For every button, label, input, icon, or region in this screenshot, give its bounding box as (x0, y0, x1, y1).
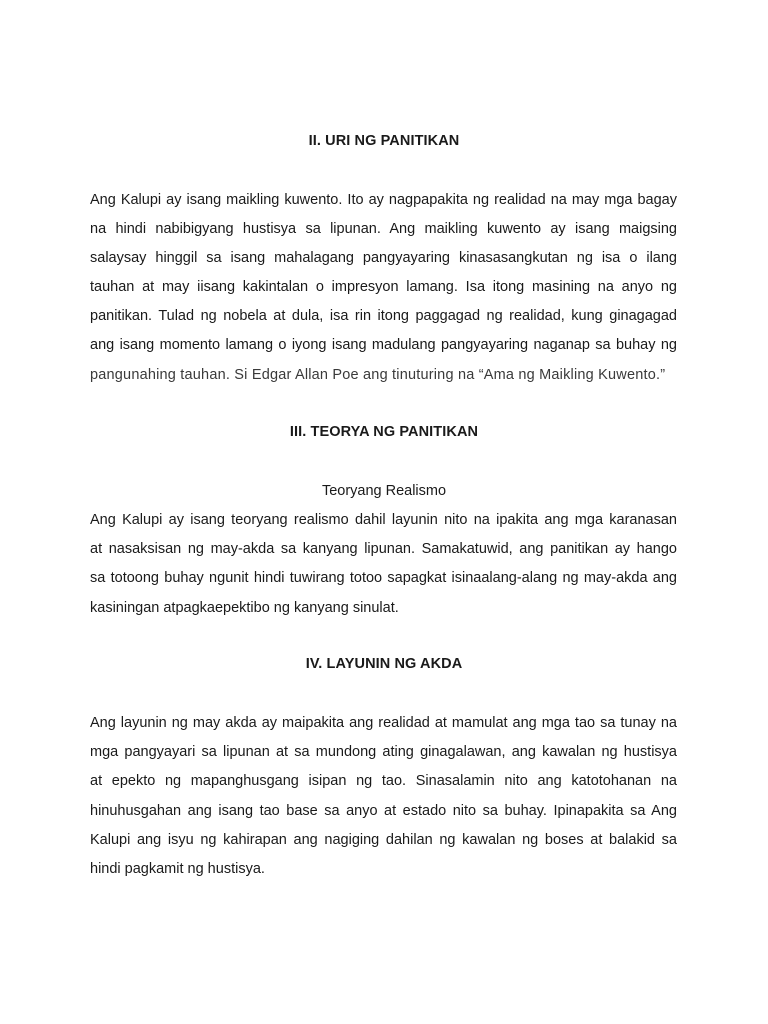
section-2-line-4: tauhan at may iisang kakintalan o impresyon lamang. Isa itong masining na anyo ng (90, 279, 677, 295)
section-3-subheading: Teoryang Realismo (321, 483, 447, 499)
section-4-line-6: hindi pagkamit ng hustisya. (90, 861, 265, 877)
section-3-line-4: kasiningan atpagkaepektibo ng kanyang sinulat. (90, 600, 399, 616)
section-2-line-5: panitikan. Tulad ng nobela at dula, isa rin itong paggagad ng realidad, kung ginagagad (90, 308, 677, 324)
section-2-line-3: salaysay hinggil sa isang mahalagang pangyayaring kinasasangkutan ng isa o ilang (90, 250, 677, 266)
section-2-line-2: na hindi nabibigyang hustisya sa lipunan. Ang maikling kuwento ay isang maigsing (90, 221, 677, 237)
section-4-line-2: mga pangyayari sa lipunan at sa mundong ating ginagalawan, ang kawalan ng hustisya (90, 744, 677, 760)
section-2-line-1: Ang Kalupi ay isang maikling kuwento. Ito ay nagpapakita ng realidad na may mga bagay (90, 192, 677, 208)
section-4-line-4: hinuhusgahan ang isang tao base sa anyo at estado nito sa buhay. Ipinapakita sa Ang (90, 803, 677, 819)
section-4-line-3: at epekto ng mapanghusgang isipan ng tao. Sinasalamin nito ang katotohanan na (90, 773, 677, 789)
section-4-line-5: Kalupi ang isyu ng kahirapan ang nagiging dahilan ng kawalan ng boses at balakid sa (90, 832, 677, 848)
section-2-line-7: pangunahing tauhan. Si Edgar Allan Poe ang tinuturing na “Ama ng Maikling Kuwento.” (90, 367, 666, 383)
section-3-line-2: at nasaksisan ng may-akda sa kanyang lipunan. Samakatuwid, ang panitikan ay hango (90, 541, 677, 557)
section-3-line-1: Ang Kalupi ay isang teoryang realismo dahil layunin nito na ipakita ang mga karanasan (90, 512, 677, 528)
section-3-heading: III. TEORYA NG PANITIKAN (289, 424, 479, 440)
section-2-heading: II. URI NG PANITIKAN (308, 133, 460, 149)
section-4-line-1: Ang layunin ng may akda ay maipakita ang realidad at mamulat ang mga tao sa tunay na (90, 715, 677, 731)
section-3-line-3: sa totoong buhay ngunit hindi tuwirang totoo sapagkat isinaalang-alang ng may-akda ang (90, 570, 677, 586)
section-2-line-6: ang isang momento lamang o iyong isang madulang pangyayaring naganap sa buhay ng (90, 337, 677, 353)
section-4-heading: IV. LAYUNIN NG AKDA (305, 656, 463, 672)
